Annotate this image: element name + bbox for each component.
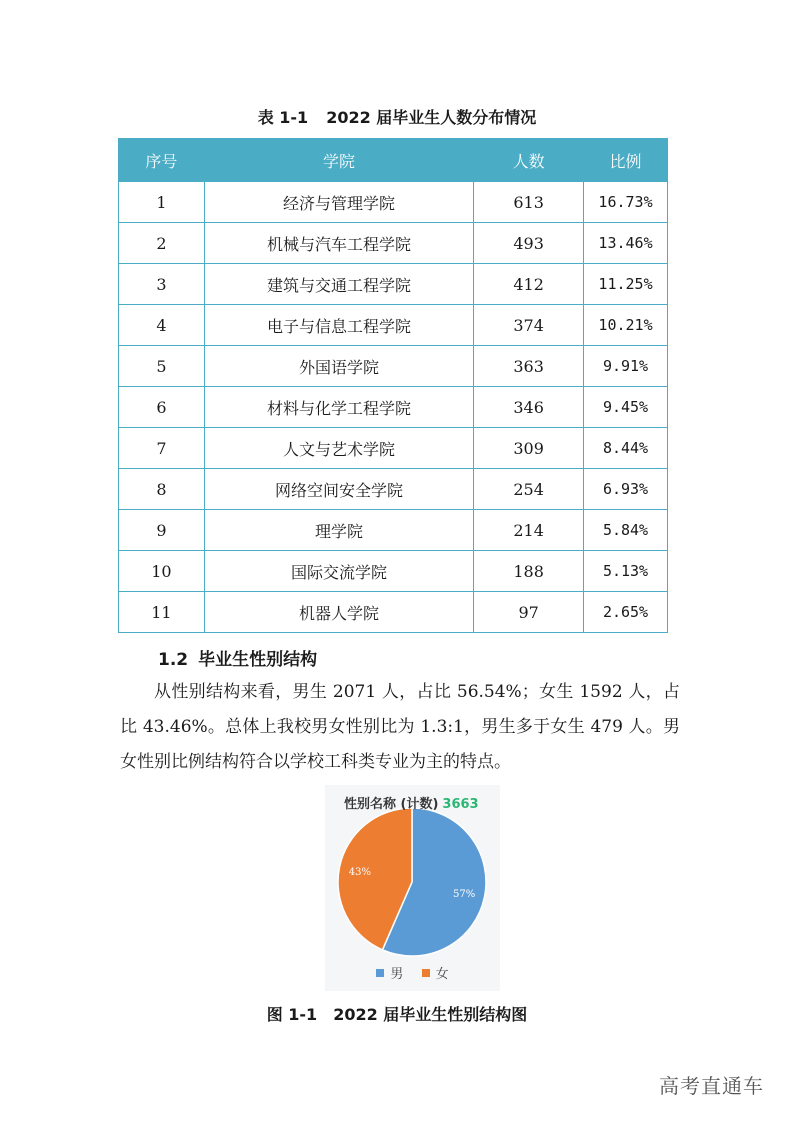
cell-count: 412 [474, 264, 584, 305]
figure-caption [0, 1002, 794, 1025]
chart-title [344, 793, 479, 812]
cell-count: 346 [474, 387, 584, 428]
chart-legend [325, 963, 500, 982]
cell-count: 493 [474, 223, 584, 264]
cell-count: 309 [474, 428, 584, 469]
pie-slice-label: 43% [348, 867, 371, 879]
cell-ratio: 9.91% [584, 346, 668, 387]
header-count: 人数 [474, 139, 584, 182]
cell-ratio: 5.84% [584, 510, 668, 551]
cell-index: 9 [119, 510, 205, 551]
legend-swatch-female [422, 969, 430, 977]
cell-college: 机械与汽车工程学院 [204, 223, 473, 264]
cell-count: 214 [474, 510, 584, 551]
table-row [119, 428, 668, 469]
cell-ratio: 5.13% [584, 551, 668, 592]
cell-index: 1 [119, 182, 205, 223]
gender-paragraph: 从性别结构来看，男生 2071 人，占比 56.54%；女生 1592 人，占比 43.46%。总体上我校男女性别比为 1.3:1，男生多于女生 479 人。男女性别比例结构符合以学校工科类专业为主的特点。 [120, 682, 680, 772]
table-row [119, 182, 668, 223]
table-row [119, 551, 668, 592]
cell-index: 5 [119, 346, 205, 387]
cell-ratio: 10.21% [584, 305, 668, 346]
table-row [119, 387, 668, 428]
cell-count: 363 [474, 346, 584, 387]
cell-index: 3 [119, 264, 205, 305]
pie-chart-canvas [325, 785, 500, 991]
cell-count: 188 [474, 551, 584, 592]
header-ratio: 比例 [584, 139, 668, 182]
legend-swatch-male [376, 969, 384, 977]
section-title: 毕业生性别结构 [198, 650, 318, 670]
table-row [119, 592, 668, 633]
cell-college: 经济与管理学院 [204, 182, 473, 223]
cell-count: 613 [474, 182, 584, 223]
table-row [119, 469, 668, 510]
table-row [119, 305, 668, 346]
cell-college: 网络空间安全学院 [204, 469, 473, 510]
cell-index: 6 [119, 387, 205, 428]
cell-index: 11 [119, 592, 205, 633]
cell-index: 4 [119, 305, 205, 346]
table-number: 表 1-1 [257, 108, 309, 127]
header-college: 学院 [204, 139, 473, 182]
table-row [119, 510, 668, 551]
cell-count: 254 [474, 469, 584, 510]
chart-title-text: 性别名称 (计数) [344, 797, 439, 812]
legend-item-male[interactable] [376, 967, 403, 982]
cell-index: 8 [119, 469, 205, 510]
cell-college: 外国语学院 [204, 346, 473, 387]
cell-ratio: 9.45% [584, 387, 668, 428]
table-title [0, 105, 794, 128]
graduate-distribution-table [118, 138, 668, 633]
gender-pie-chart [325, 785, 500, 991]
table-header-row [119, 139, 668, 182]
legend-item-female[interactable] [422, 967, 449, 982]
cell-college: 机器人学院 [204, 592, 473, 633]
cell-index: 10 [119, 551, 205, 592]
cell-count: 374 [474, 305, 584, 346]
cell-count: 97 [474, 592, 584, 633]
cell-college: 建筑与交通工程学院 [204, 264, 473, 305]
cell-ratio: 11.25% [584, 264, 668, 305]
chart-total-count: 3663 [442, 797, 479, 812]
cell-index: 7 [119, 428, 205, 469]
cell-index: 2 [119, 223, 205, 264]
cell-ratio: 16.73% [584, 182, 668, 223]
cell-college: 电子与信息工程学院 [204, 305, 473, 346]
cell-college: 人文与艺术学院 [204, 428, 473, 469]
cell-college: 材料与化学工程学院 [204, 387, 473, 428]
cell-ratio: 13.46% [584, 223, 668, 264]
cell-ratio: 2.65% [584, 592, 668, 633]
figure-number: 图 1-1 [266, 1005, 318, 1024]
cell-college: 国际交流学院 [204, 551, 473, 592]
legend-label-female: 女 [435, 967, 449, 982]
figure-caption-text: 2022 届毕业生性别结构图 [333, 1005, 528, 1024]
table-row [119, 223, 668, 264]
table-row [119, 346, 668, 387]
cell-ratio: 6.93% [584, 469, 668, 510]
pie-slice-label: 57% [453, 888, 476, 900]
legend-label-male: 男 [390, 967, 404, 982]
header-index: 序号 [119, 139, 205, 182]
section-heading [158, 645, 317, 670]
watermark: 高考直通车 [659, 1074, 764, 1098]
cell-ratio: 8.44% [584, 428, 668, 469]
section-number: 1.2 [158, 650, 189, 670]
table-row [119, 264, 668, 305]
table-caption: 2022 届毕业生人数分布情况 [326, 108, 537, 127]
cell-college: 理学院 [204, 510, 473, 551]
